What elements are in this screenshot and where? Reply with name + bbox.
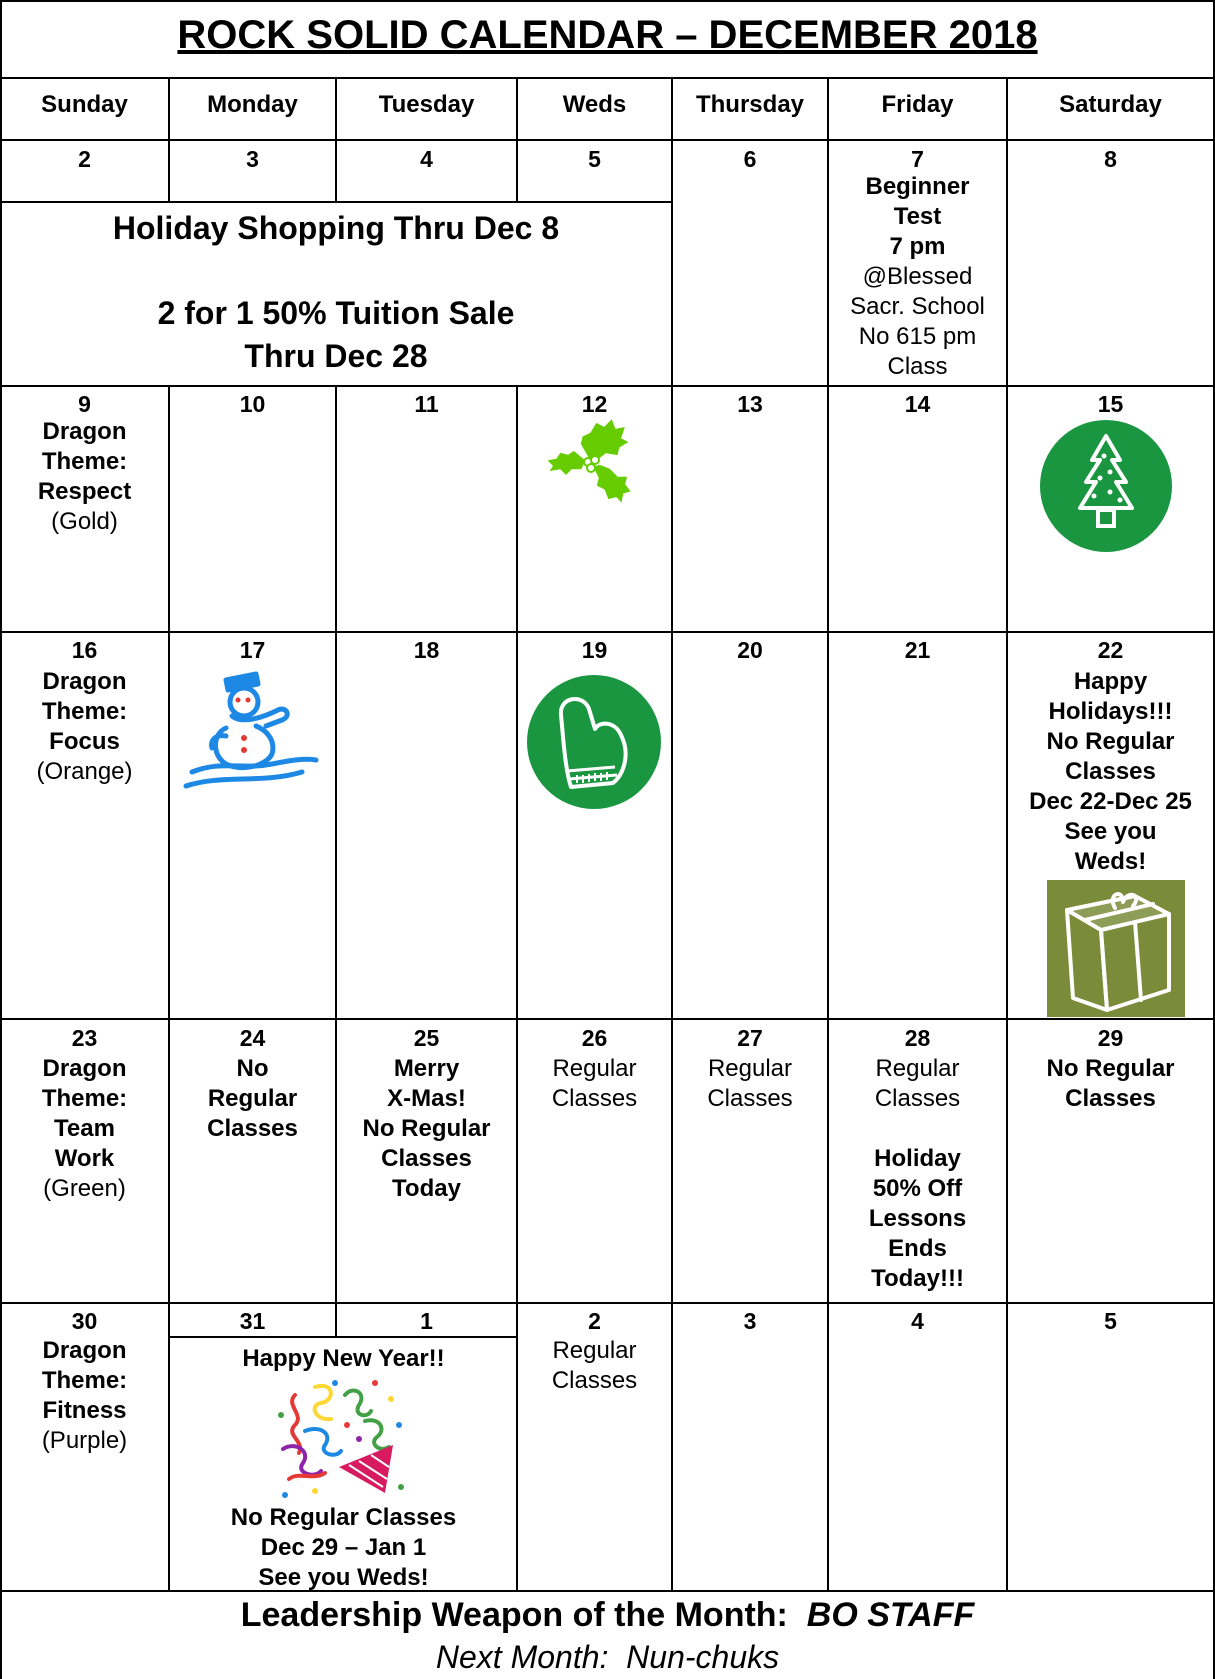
day-header-sunday: Sunday bbox=[41, 91, 128, 118]
hline bbox=[0, 631, 1215, 633]
day-header-saturday: Saturday bbox=[1059, 91, 1162, 118]
date-number: 2 bbox=[78, 146, 91, 172]
next-month-weapon: Next Month: Nun-chuks bbox=[435, 1639, 780, 1675]
gift-icon bbox=[1047, 880, 1185, 1017]
weapon-name: BO STAFF bbox=[806, 1596, 975, 1634]
no-classes-note: No Regular Classes bbox=[1046, 1055, 1175, 1112]
weapon-of-month bbox=[0, 1595, 1215, 1635]
date-number: 13 bbox=[737, 391, 763, 417]
happy-new-year-heading: Happy New Year!! bbox=[242, 1345, 445, 1372]
holiday-lessons-note: Regular Classes Holiday 50% Off Lessons Ends Today!!! bbox=[868, 1055, 967, 1292]
vline bbox=[516, 385, 518, 1591]
date-number: 5 bbox=[1104, 1308, 1117, 1334]
weapon-label: Leadership Weapon of the Month: bbox=[240, 1596, 788, 1634]
date-number: 6 bbox=[743, 146, 757, 172]
date-number: 16 bbox=[71, 637, 98, 663]
date-number: 5 bbox=[588, 146, 601, 172]
date-number: 27 bbox=[737, 1025, 763, 1051]
date-number: 2 bbox=[588, 1308, 601, 1334]
day-header-tuesday: Tuesday bbox=[378, 91, 475, 118]
date-number: 10 bbox=[239, 391, 266, 417]
date-number: 24 bbox=[239, 1025, 266, 1051]
date-number: 26 bbox=[581, 1025, 608, 1051]
dragon-theme-team-work: Dragon Theme: Team Work (Green) bbox=[41, 1055, 128, 1202]
date-number: 1 bbox=[420, 1308, 433, 1334]
date-number: 18 bbox=[413, 637, 440, 663]
date-number: 21 bbox=[904, 637, 931, 663]
date-number: 17 bbox=[239, 637, 266, 663]
dragon-theme-respect: Dragon Theme: Respect (Gold) bbox=[37, 418, 132, 535]
dragon-theme-focus: Dragon Theme: Focus (Orange) bbox=[36, 668, 133, 785]
date-number: 29 bbox=[1097, 1025, 1124, 1051]
happy-holidays-note: Happy Holidays!!! No Regular Classes Dec 22-Dec 25 See you Weds! bbox=[1029, 668, 1192, 875]
holly-icon bbox=[538, 414, 643, 509]
date-number: 9 bbox=[78, 391, 91, 417]
date-number: 25 bbox=[413, 1025, 440, 1051]
hline bbox=[0, 1302, 1215, 1304]
regular-classes-note: Regular Classes bbox=[551, 1337, 638, 1394]
merry-xmas-note: Merry X-Mas! No Regular Classes Today bbox=[362, 1055, 491, 1202]
confetti-icon bbox=[275, 1375, 410, 1500]
date-number: 23 bbox=[71, 1025, 98, 1051]
mitten-icon bbox=[527, 675, 662, 810]
date-number: 7 bbox=[911, 146, 924, 172]
date-number: 30 bbox=[71, 1308, 98, 1334]
date-number: 11 bbox=[414, 391, 439, 417]
regular-classes-note: Regular Classes bbox=[707, 1055, 793, 1112]
date-number: 19 bbox=[581, 637, 608, 663]
date-number: 28 bbox=[904, 1025, 931, 1051]
beginner-test-note: Beginner Test 7 pm @Blessed Sacr. School No 615 pm Class bbox=[850, 173, 985, 380]
day-header-wednesday: Weds bbox=[562, 91, 627, 118]
date-number: 20 bbox=[737, 637, 763, 663]
day-header-thursday: Thursday bbox=[695, 91, 805, 118]
hline bbox=[0, 1018, 1215, 1020]
date-number: 14 bbox=[904, 391, 931, 417]
hline bbox=[0, 77, 1215, 79]
date-number: 4 bbox=[911, 1308, 924, 1334]
day-header-monday: Monday bbox=[207, 91, 298, 118]
date-number: 8 bbox=[1104, 146, 1117, 172]
snowman-icon bbox=[182, 660, 322, 790]
date-number: 12 bbox=[581, 391, 608, 417]
holiday-shopping-banner: Holiday Shopping Thru Dec 8 bbox=[112, 210, 560, 246]
dragon-theme-fitness: Dragon Theme: Fitness (Purple) bbox=[41, 1337, 128, 1454]
date-number: 15 bbox=[1097, 391, 1124, 417]
border-top bbox=[0, 0, 1215, 2]
tuition-sale-banner: 2 for 1 50% Tuition Sale bbox=[157, 295, 515, 331]
date-number: 3 bbox=[246, 146, 259, 172]
page-title: ROCK SOLID CALENDAR – DECEMBER 2018 bbox=[177, 13, 1038, 57]
christmas-tree-icon bbox=[1040, 420, 1172, 552]
date-number: 31 bbox=[239, 1308, 266, 1334]
hline bbox=[0, 385, 1215, 387]
new-year-note: No Regular Classes Dec 29 – Jan 1 See you Weds! bbox=[230, 1504, 457, 1591]
date-number: 4 bbox=[420, 146, 433, 172]
date-number: 3 bbox=[743, 1308, 757, 1334]
hline bbox=[0, 139, 1215, 141]
tuition-sale-end: Thru Dec 28 bbox=[244, 338, 428, 374]
no-classes-note: No Regular Classes bbox=[207, 1055, 298, 1142]
regular-classes-note: Regular Classes bbox=[551, 1055, 638, 1112]
date-number: 22 bbox=[1097, 637, 1124, 663]
hline bbox=[168, 1336, 518, 1338]
day-header-friday: Friday bbox=[881, 91, 954, 118]
